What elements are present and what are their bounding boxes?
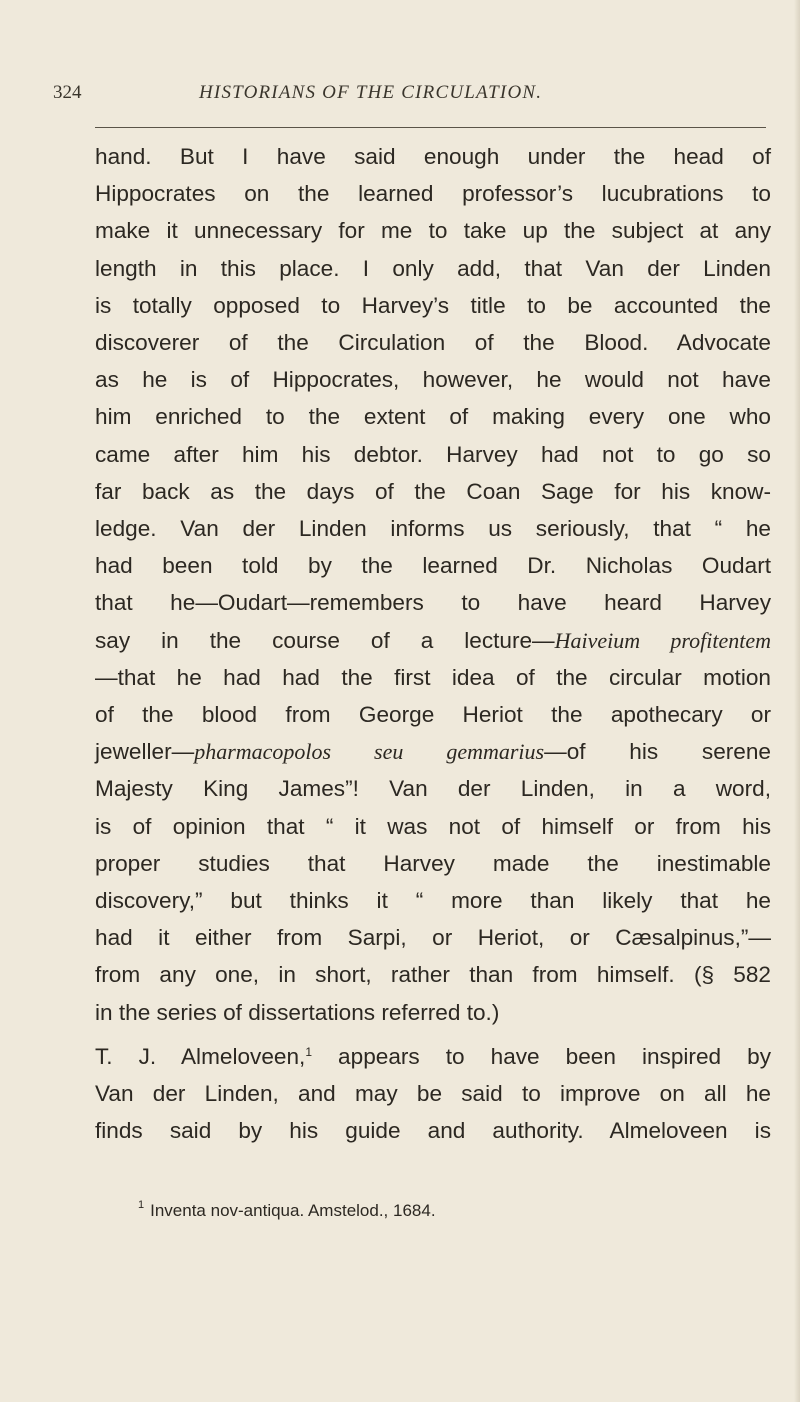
- text-line: that he—Oudart—remembers to have heard Harvey: [95, 590, 771, 616]
- running-title: HISTORIANS OF THE CIRCULATION.: [199, 82, 543, 103]
- text-line: proper studies that Harvey made the inestimable: [95, 850, 771, 876]
- text-run: T. J. Almeloveen,: [95, 1043, 306, 1069]
- text-line: finds said by his guide and authority. Almeloveen is: [95, 1118, 771, 1144]
- text-line: far back as the days of the Coan Sage for his know-: [95, 478, 771, 504]
- text-line: in the series of dissertations referred to.): [95, 999, 500, 1025]
- text-run: appears to have been inspired by: [312, 1043, 771, 1069]
- footnote: [138, 1201, 436, 1221]
- text-line: [95, 733, 771, 770]
- text-line: had been told by the learned Dr. Nicholas Oudart: [95, 553, 771, 579]
- text-line: as he is of Hippocrates, however, he would not have: [95, 367, 771, 393]
- header-rule: [95, 127, 766, 128]
- text-line: discoverer of the Circulation of the Blood. Advocate: [95, 330, 771, 356]
- body-text: [95, 138, 771, 1149]
- footnote-text: Inventa nov-antiqua. Amstelod., 1684.: [150, 1201, 436, 1220]
- text-line: Hippocrates on the learned professor’s lucubrations to: [95, 181, 771, 207]
- text-line: is of opinion that “ it was not of himself or from his: [95, 813, 771, 839]
- text-line: had it either from Sarpi, or Heriot, or Cæsalpinus,”—: [95, 925, 771, 951]
- text-line: him enriched to the extent of making every one who: [95, 404, 771, 430]
- text-line: Van der Linden, and may be said to improve on all he: [95, 1081, 771, 1107]
- text-line: is totally opposed to Harvey’s title to be accounted the: [95, 292, 771, 318]
- page-header: [53, 82, 770, 112]
- paragraph-1: [95, 138, 771, 1031]
- text-line: make it unnecessary for me to take up the subject at any: [95, 218, 771, 244]
- text-line: discovery,” but thinks it “ more than likely that he: [95, 888, 771, 914]
- text-line: [95, 622, 771, 659]
- text-line: [95, 1038, 771, 1075]
- text-run: jeweller—: [95, 739, 195, 765]
- page-edge-shadow: [794, 0, 800, 1402]
- footnote-reference[interactable]: 1: [305, 1044, 313, 1059]
- text-line: length in this place. I only add, that Van der Linden: [95, 255, 771, 281]
- text-line: —that he had had the first idea of the circular motion: [95, 664, 771, 690]
- text-line: ledge. Van der Linden informs us seriously, that “ he: [95, 516, 771, 542]
- text-line: Majesty King James”! Van der Linden, in a word,: [95, 776, 771, 802]
- page-number: 324: [53, 82, 82, 103]
- latin-phrase: pharmacopolos seu gemmarius: [194, 739, 545, 765]
- text-run: —of his serene: [544, 739, 771, 765]
- footnote-mark: 1: [138, 1199, 145, 1211]
- text-line: hand. But I have said enough under the head of: [95, 144, 771, 169]
- paragraph-2: [95, 1038, 771, 1150]
- text-line: of the blood from George Heriot the apothecary or: [95, 702, 771, 728]
- latin-phrase: Haiveium profitentem: [554, 627, 771, 653]
- text-line: from any one, in short, rather than from himself. (§ 582: [95, 962, 771, 988]
- text-line: came after him his debtor. Harvey had not to go so: [95, 441, 771, 467]
- text-run: say in the course of a lecture—: [95, 627, 555, 653]
